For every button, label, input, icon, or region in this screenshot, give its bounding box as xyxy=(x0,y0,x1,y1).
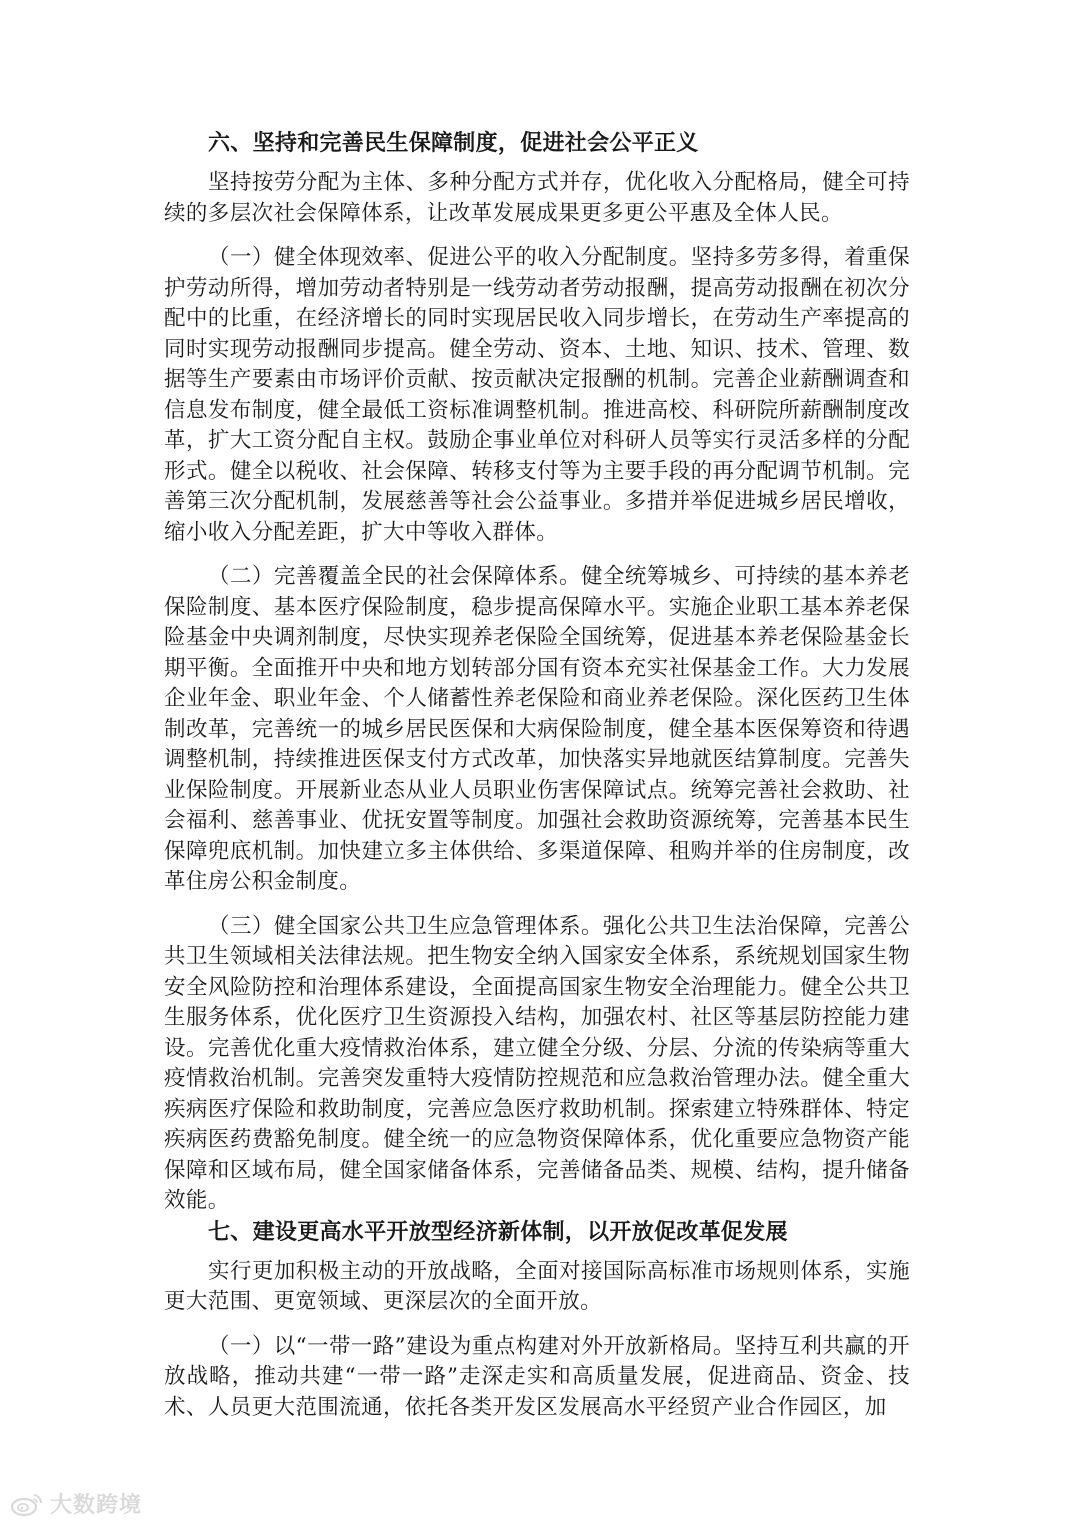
section-heading-6: 六、坚持和完善民生保障制度，促进社会公平正义 xyxy=(208,130,699,156)
weibo-logo-icon xyxy=(10,1491,44,1517)
section-heading-7: 七、建设更高水平开放型经济新体制，以开放促改革促发展 xyxy=(208,1218,788,1245)
watermark-text: 大数跨境 xyxy=(50,1493,143,1518)
section-7-item-1-paragraph: （一）以“一带一路”建设为重点构建对外开放新格局。坚持互利共赢的开放战略，推动共建“一带一路”走深走实和高质量发展，促进商品、资金、技术、人员更大范围流通，依托各类开发区发展高水平经贸产业合作园区，加 xyxy=(164,1333,910,1420)
section-6-item-1-paragraph: （一）健全体现效率、促进公平的收入分配制度。坚持多劳多得，着重保护劳动所得，增加劳动者特别是一线劳动者劳动报酬，提高劳动报酬在初次分配中的比重，在经济增长的同时实现居民收入同步增长，在劳动生产率提高的同时实现劳动报酬同步提高。健全劳动、资本、土地、知识、技术、管理、数据等生产要素由市场评价贡献、按贡献决定报酬的机制。完善企业薪酬调查和信息发布制度，健全最低工资标准调整机制。推进高校、科研院所薪酬制度改革，扩大工资分配自主权。鼓励企事业单位对科研人员等实行灵活多样的分配形式。健全以税收、社会保障、转移支付等为主要手段的再分配调节机制。完善第三次分配机制，发展慈善等社会公益事业。多措并举促进城乡居民增收，缩小收入分配差距，扩大中等收入群体。 xyxy=(164,245,910,545)
section-6-item-2-paragraph: （二）完善覆盖全民的社会保障体系。健全统筹城乡、可持续的基本养老保险制度、基本医疗保险制度，稳步提高保障水平。实施企业职工基本养老保险基金中央调剂制度，尽快实现养老保险全国统筹，促进基本养老保险基金长期平衡。全面推开中央和地方划转部分国有资本充实社保基金工作。大力发展企业年金、职业年金、个人储蓄性养老保险和商业养老保险。深化医药卫生体制改革，完善统一的城乡居民医保和大病保险制度，健全基本医保筹资和待遇调整机制，持续推进医保支付方式改革，加快落实异地就医结算制度。完善失业保险制度。开展新业态从业人员职业伤害保障试点。统筹完善社会救助、社会福利、慈善事业、优抚安置等制度。加强社会救助资源统筹，完善基本民生保障兜底机制。加快建立多主体供给、多渠道保障、租购并举的住房制度，改革住房公积金制度。 xyxy=(164,564,910,894)
watermark xyxy=(10,1488,142,1519)
section-6-intro-paragraph: 坚持按劳分配为主体、多种分配方式并存，优化收入分配格局，健全可持续的多层次社会保障体系，让改革发展成果更多更公平惠及全体人民。 xyxy=(164,170,910,226)
section-7-intro-paragraph: 实行更加积极主动的开放战略，全面对接国际高标准市场规则体系，实施更大范围、更宽领域、更深层次的全面开放。 xyxy=(164,1258,910,1314)
section-6-item-3-paragraph: （三）健全国家公共卫生应急管理体系。强化公共卫生法治保障，完善公共卫生领域相关法律法规。把生物安全纳入国家安全体系，系统规划国家生物安全风险防控和治理体系建设，全面提高国家生物安全治理能力。健全公共卫生服务体系，优化医疗卫生资源投入结构，加强农村、社区等基层防控能力建设。完善优化重大疫情救治体系，建立健全分级、分层、分流的传染病等重大疫情救治机制。完善突发重特大疫情防控规范和应急救治管理办法。健全重大疾病医疗保险和救助制度，完善应急医疗救助机制。探索建立特殊群体、特定疾病医药费豁免制度。健全统一的应急物资保障体系，优化重要应急物资产能保障和区域布局，健全国家储备体系，完善储备品类、规模、结构，提升储备效能。 xyxy=(164,913,910,1213)
document-page xyxy=(164,128,910,1437)
